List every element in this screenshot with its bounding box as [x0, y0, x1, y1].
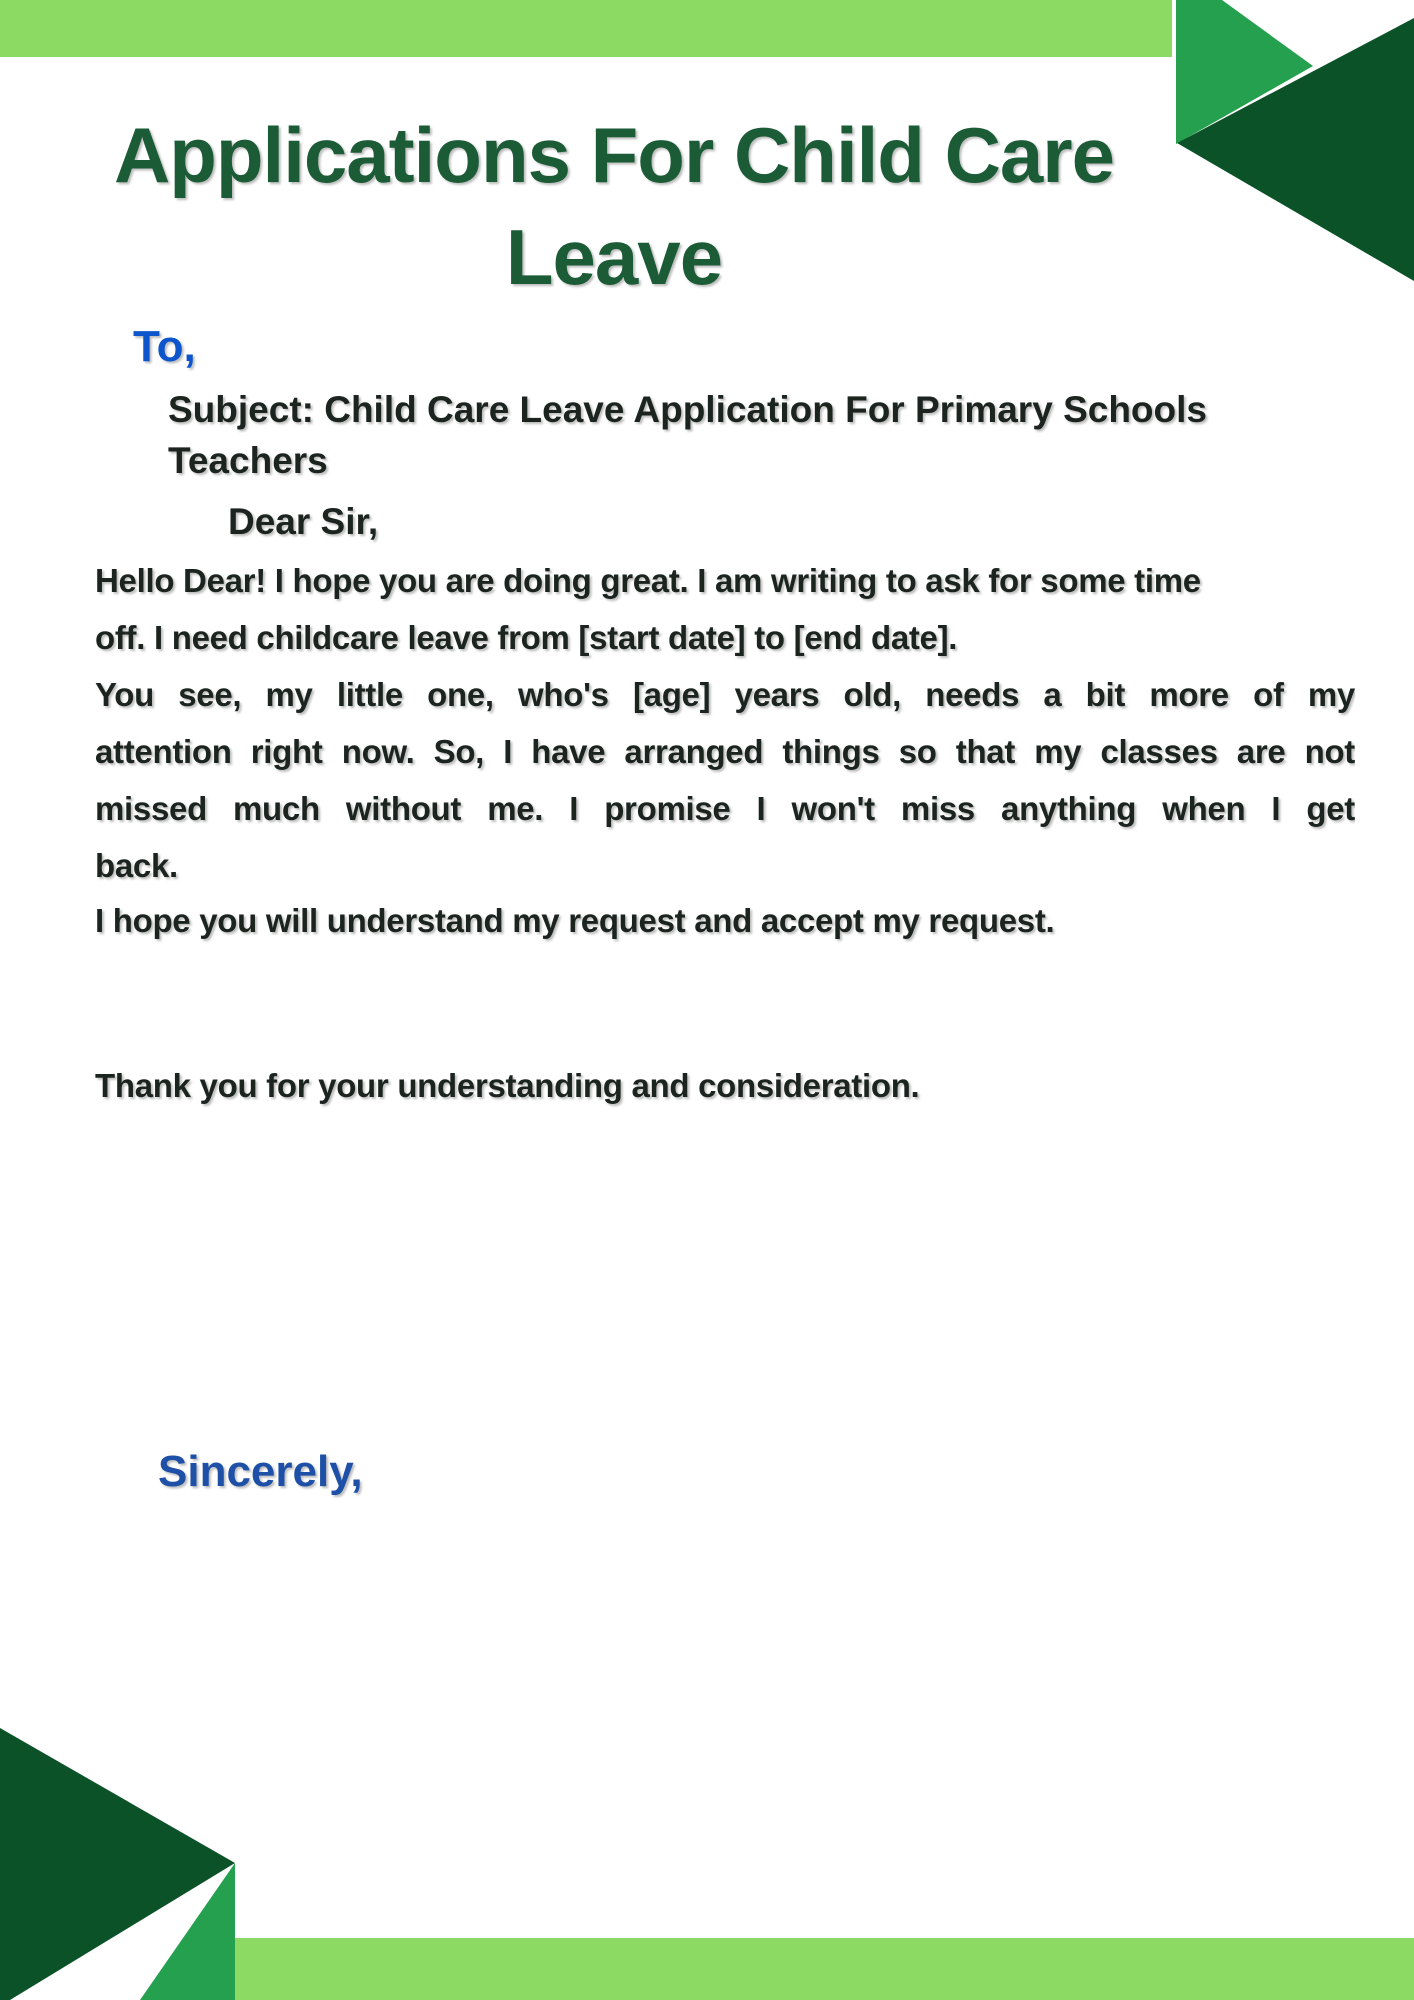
bottom-green-bar — [235, 1938, 1414, 2000]
subject-line-1: Subject: Child Care Leave Application For Primary Schools — [168, 389, 1207, 430]
thanks-line-text: Thank you for your understanding and consideration. — [95, 1067, 920, 1104]
page-title-line-1: Applications For Child Care — [113, 111, 1115, 199]
paragraph-1-line-1: Hello Dear! I hope you are doing great. I am writing to ask for some time — [95, 562, 1201, 599]
paragraph-1-line-2: off. I need childcare leave from [start date] to [end date]. — [95, 619, 958, 656]
page-title — [0, 104, 1228, 308]
paragraph-2-line-4: back. — [95, 847, 178, 884]
page-title-line-2: Leave — [505, 213, 723, 301]
salutation: Dear Sir, — [228, 501, 379, 542]
subject-line — [168, 384, 1358, 486]
subject-line-2: Teachers — [168, 440, 328, 481]
paragraph-2-line-2: attention right now. So, I have arranged things so that my classes are not — [95, 733, 1355, 770]
thanks-line — [95, 1057, 1355, 1114]
paragraph-3-line-1: I hope you will understand my request and accept my request. — [95, 902, 1055, 939]
paragraph-3 — [95, 892, 1355, 949]
paragraph-2 — [95, 666, 1355, 894]
paragraph-2-line-1: You see, my little one, who's [age] years old, needs a bit more of my — [95, 676, 1355, 713]
paragraph-1 — [95, 552, 1355, 666]
closing-signoff: Sincerely, — [158, 1447, 363, 1496]
paragraph-2-line-3: missed much without me. I promise I won't miss anything when I get — [95, 790, 1355, 827]
bottom-left-medium-triangle — [140, 1863, 235, 2000]
recipient-label: To, — [133, 322, 196, 371]
bottom-left-dark-triangle — [0, 1728, 235, 2000]
top-green-bar — [0, 0, 1172, 57]
